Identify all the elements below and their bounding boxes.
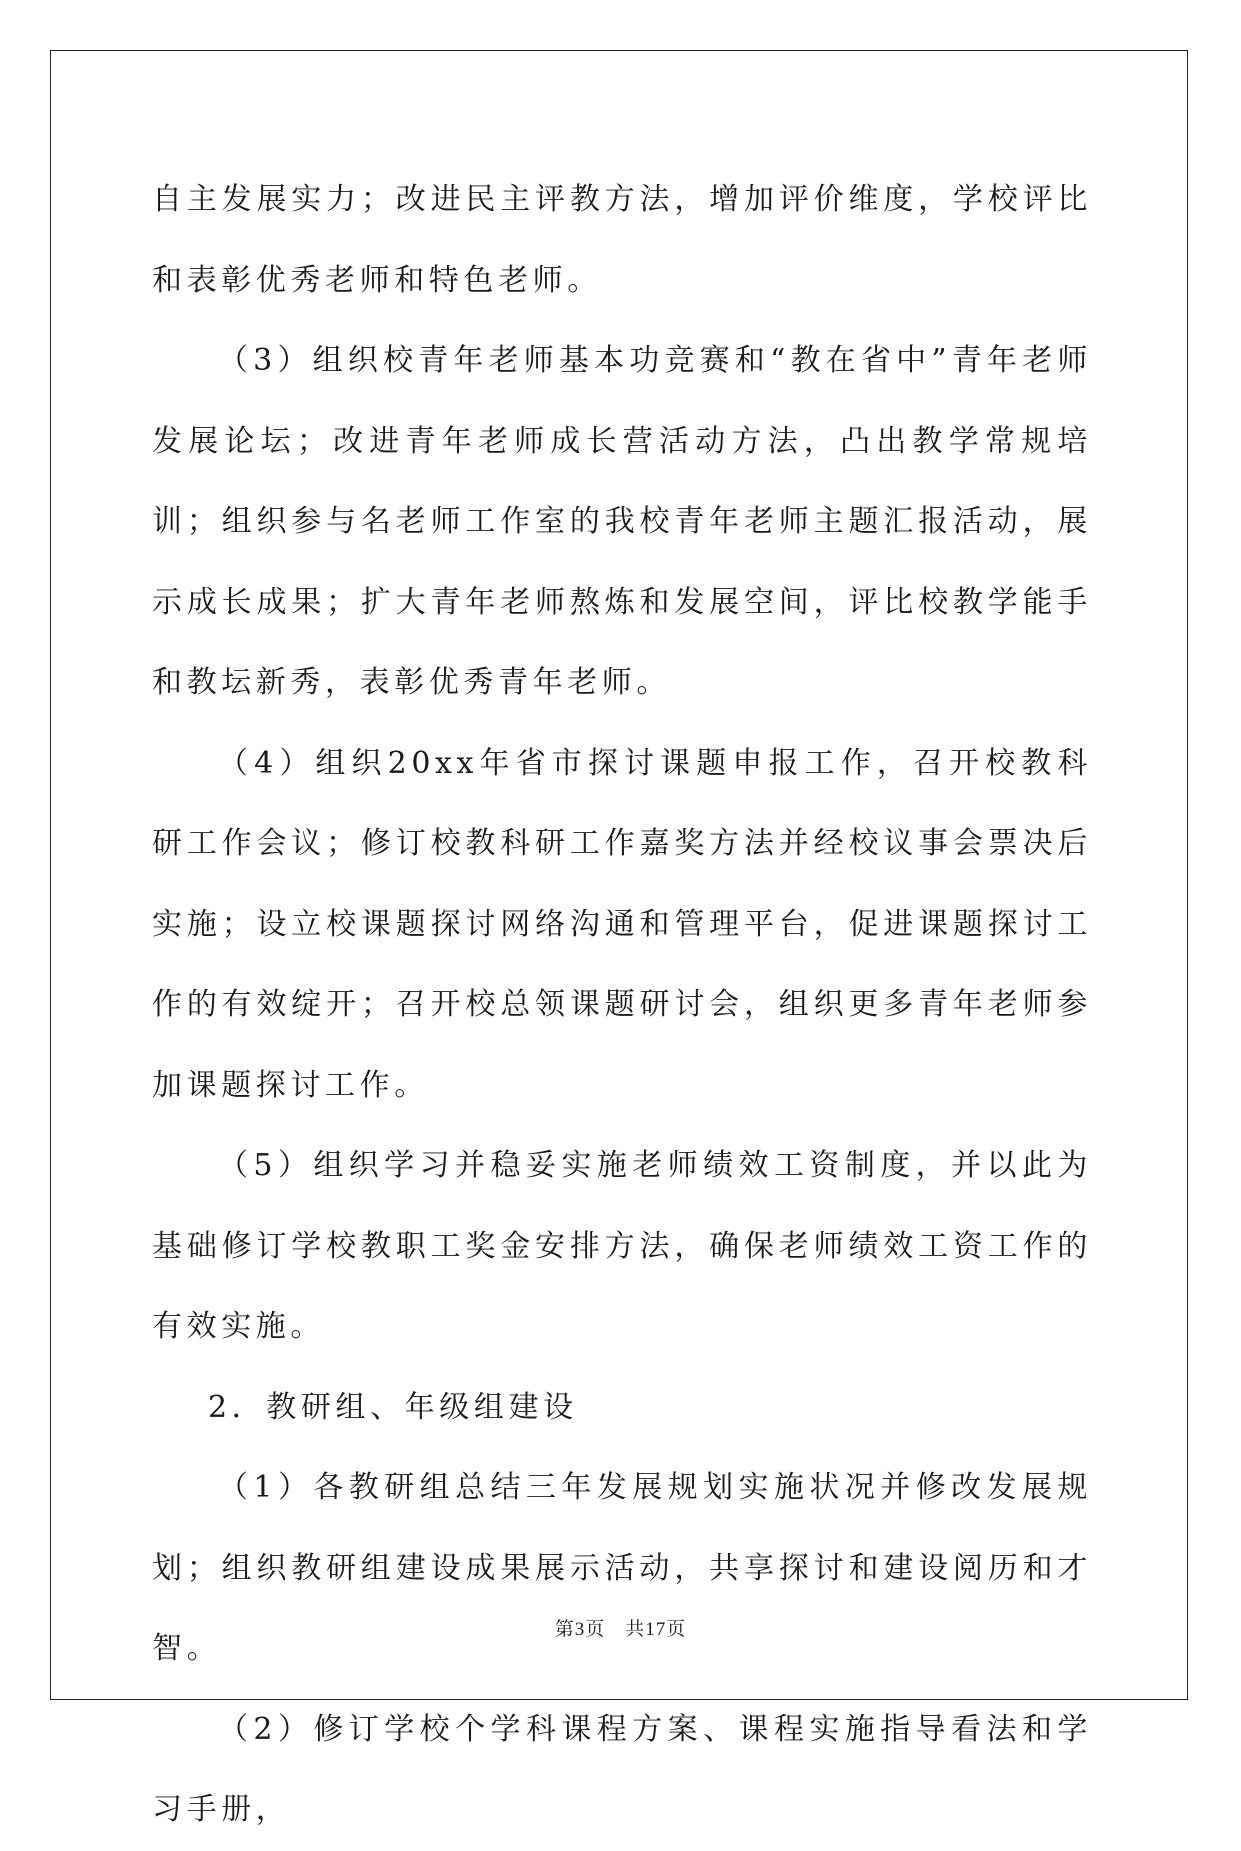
page-number-footer: 第3页 共17页 — [554, 1619, 687, 1640]
paragraph-subitem-1: （1）各教研组总结三年发展规划实施状况并修改发展规划；组织教研组建设成果展示活动，共享探讨和建设阅历和才智。 — [152, 1470, 1092, 1666]
paragraph-item-5: （5）组织学习并稳妥实施老师绩效工资制度，并以此为基础修订学校教职工奖金安排方法，确保老师绩效工资工作的有效实施。 — [152, 1148, 1092, 1344]
paragraph-continuation: 自主发展实力；改进民主评教方法，增加评价维度，学校评比和表彰优秀老师和特色老师。 — [152, 182, 1092, 298]
paragraph-subitem-2: （2）修订学校个学科课程方案、课程实施指导看法和学习手册， — [152, 1711, 1092, 1827]
paragraph-item-4: （4）组织20xx年省市探讨课题申报工作，召开校教科研工作会议；修订校教科研工作嘉奖方法并经校议事会票决后实施；设立校课题探讨网络沟通和管理平台，促进课题探讨工作的有效绽开；召开校总领课题研讨会，组织更多青年老师参加课题探讨工作。 — [152, 745, 1092, 1103]
document-body — [152, 160, 1092, 1851]
paragraph-item-3: （3）组织校青年老师基本功竞赛和“教在省中”青年老师发展论坛；改进青年老师成长营活动方法，凸出教学常规培训；组织参与名老师工作室的我校青年老师主题汇报活动，展示成长成果；扩大青年老师熬炼和发展空间，评比校教学能手和教坛新秀，表彰优秀青年老师。 — [152, 343, 1092, 700]
section-heading: 2．教研组、年级组建设 — [208, 1389, 578, 1425]
